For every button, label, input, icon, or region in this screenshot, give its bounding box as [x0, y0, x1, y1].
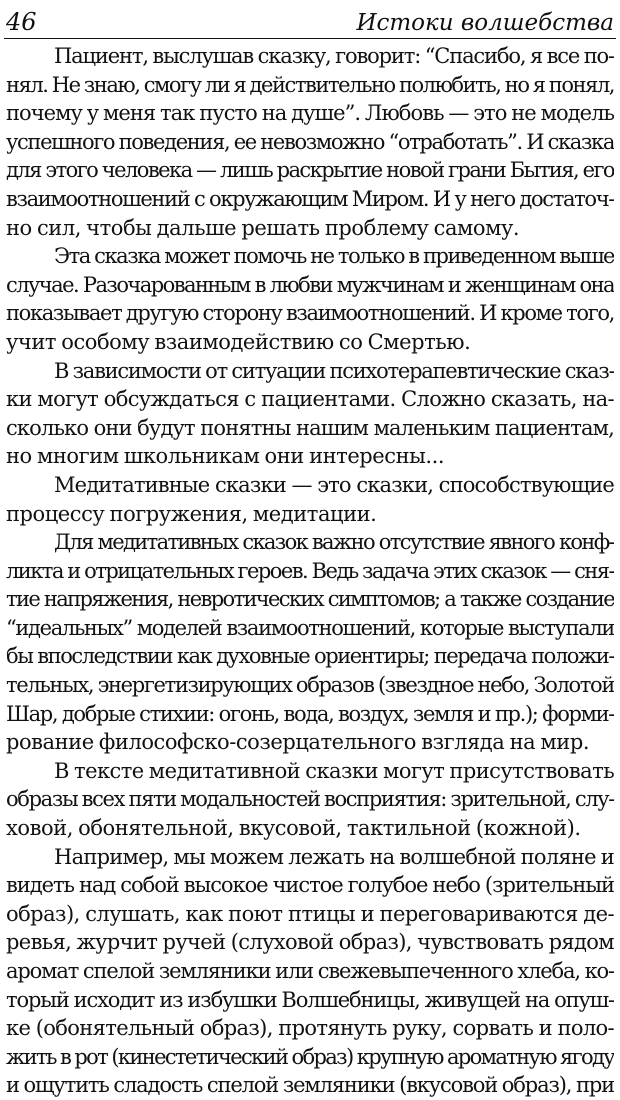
text-line: торый исходит из избушки Волшебницы, живущей на опуш- [6, 987, 614, 1012]
text-line: “идеальных” моделей взаимоотношений, которые выступали [6, 615, 614, 640]
text-line: жить в рот (кинестетический образ) крупную ароматную ягоду [6, 1044, 614, 1069]
running-title: Истоки волшебства [356, 10, 614, 36]
text-line: образы всех пяти модальностей восприятия: зрительной, слу- [6, 787, 614, 812]
text-line: тие напряжения, невротических симптомов; а также создание [6, 587, 614, 612]
text-line: В зависимости от ситуации психотерапевтические сказ- [54, 358, 614, 383]
text-line: взаимоотношений с окружающим Миром. И у него достаточ- [6, 186, 614, 211]
text-line: аромат спелой земляники или свежевыпеченного хлеба, ко- [6, 959, 614, 983]
text-line: но многим школьникам они интересны... [6, 444, 445, 469]
text-line: В тексте медитативной сказки могут присутствовать [54, 758, 614, 783]
text-line: Шар, добрые стихии: огонь, вода, воздух, земля и пр.); форми- [6, 701, 614, 726]
text-line: для этого человека — лишь раскрытие новой грани Бытия, его [6, 158, 614, 183]
text-line: видеть над собой высокое чистое голубое небо (зрительный [6, 873, 614, 898]
text-line: но сил, чтобы дальше решать проблему самому. [6, 215, 520, 240]
text-line: ревья, журчит ручей (слуховой образ), чувствовать рядом [6, 930, 614, 955]
page-number: 46 [6, 8, 37, 36]
text-line: Для медитативных сказок важно отсутствие явного конф- [54, 530, 614, 555]
text-line: случае. Разочарованным в любви мужчинам и женщинам она [6, 272, 614, 297]
body-text [6, 42, 614, 1100]
text-line: бы впоследствии как духовные ориентиры; передача положи- [6, 644, 614, 669]
text-line: ховой, обонятельной, вкусовой, тактильной (кожной). [6, 816, 581, 841]
text-line: Например, мы можем лежать на волшебной поляне и [54, 844, 614, 869]
text-line: и ощутить сладость спелой земляники (вкусовой образ), при [6, 1073, 614, 1098]
text-line: Эта сказка может помочь не только в приведенном выше [54, 244, 614, 269]
text-line: учит особому взаимодействию со Смертью. [6, 329, 471, 354]
text-line: нял. Не знаю, смогу ли я действительно полюбить, но я понял, [6, 72, 614, 97]
text-line: ки могут обсуждаться с пациентами. Сложно сказать, на- [6, 387, 614, 412]
text-line: Медитативные сказки — это сказки, способствующие [54, 472, 614, 497]
text-line: процессу погружения, медитации. [6, 501, 377, 526]
text-line: ликта и отрицательных героев. Ведь задача этих сказок — сня- [6, 558, 614, 583]
text-line: образ), слушать, как поют птицы и переговариваются де- [6, 901, 614, 926]
text-line: успешного поведения, ее невозможно “отработать”. И сказка [6, 129, 614, 154]
text-line: Пациент, выслушав сказку, говорит: “Спасибо, я все по- [54, 44, 614, 68]
text-line: показывает другую сторону взаимоотношений. И кроме того, [6, 301, 614, 326]
header-rule [4, 38, 616, 39]
text-line: почему у меня так пусто на душе”. Любовь — это не модель [6, 101, 614, 126]
text-line: ке (обонятельный образ), протянуть руку, сорвать и поло- [6, 1016, 614, 1041]
text-line: тельных, энергетизирующих образов (звездное небо, Золотой [6, 673, 614, 698]
text-line: сколько они будут понятны нашим маленьким пациентам, [6, 415, 614, 440]
running-header [6, 2, 614, 36]
text-line: рование философско-созерцательного взгляда на мир. [6, 730, 590, 755]
